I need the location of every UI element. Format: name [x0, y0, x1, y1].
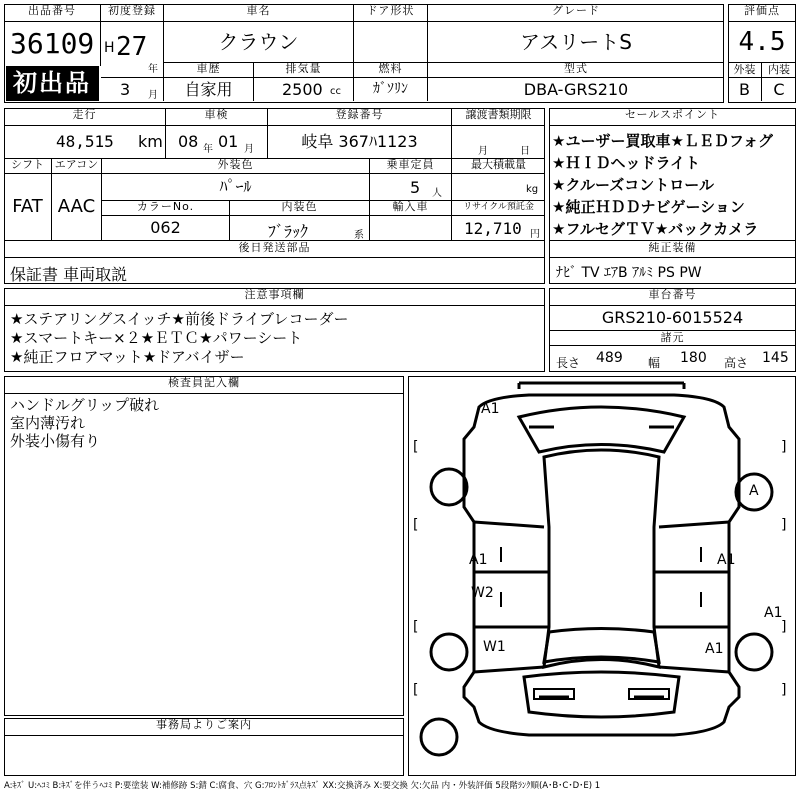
damage-mark-w1: W1 [483, 639, 506, 655]
inspection-header: 車検 [166, 108, 268, 126]
grade-value: アスリートS [520, 30, 632, 54]
height-value: 145 [762, 350, 789, 366]
office-header: 事務局よりご案内 [4, 718, 404, 736]
displacement-unit: cc [330, 86, 341, 97]
sales-point-line: ★ユーザー買取車★ＬＥＤフォグ [552, 132, 774, 150]
capacity-unit: 人 [432, 188, 442, 199]
bracket-close: ] [781, 619, 787, 635]
sales-point-line: ★ＨＩＤヘッドライト [552, 154, 700, 172]
inspection-month: 01 [218, 132, 239, 151]
door-value [354, 22, 428, 62]
int-score: C [773, 80, 785, 99]
exterior-color-header: 外装色 [102, 158, 370, 174]
height-label: 高さ [724, 356, 749, 370]
inspection-year: 08 [178, 132, 199, 151]
model-header: 型式 [428, 62, 724, 78]
interior-color-suffix: 系 [354, 230, 364, 241]
bracket-close: ] [781, 517, 787, 533]
bracket-open: [ [413, 682, 419, 698]
int-header: 内装 [762, 62, 796, 78]
chassis-value: GRS210-6015524 [601, 308, 744, 327]
ext-score: B [728, 78, 762, 101]
first-reg-year-unit: 年 [148, 64, 158, 75]
length-label: 長さ [556, 356, 581, 370]
model-value: DBA-GRS210 [523, 80, 629, 99]
transfer-month-unit: 月 [478, 146, 488, 157]
damage-mark-a1-right-rear: A1 [764, 605, 783, 621]
sales-points-header: セールスポイント [549, 108, 796, 126]
score-value: 4.5 [738, 27, 786, 57]
score-header: 評価点 [728, 4, 796, 22]
ext-header: 外装 [728, 62, 762, 78]
legend: A:ｷｽﾞ U:ﾍｺﾐ B:ｷｽﾞを伴うﾍｺﾐ P:要塗装 W:補修跡 S:錆 C:腐食、穴 G:ﾌﾛﾝﾄｶﾞﾗｽ点ｷｽﾞ XX:交換済み X:要交換 欠:欠品 内・外装評価 5段階ﾗﾝｸ順(A･B･C･D･E) 1 [4, 781, 601, 791]
shift-header: シフト [4, 158, 52, 174]
width-value: 180 [680, 350, 707, 366]
recycle-header: リサイクル預託金 [452, 200, 545, 216]
inspector-line: 室内薄汚れ [10, 414, 86, 432]
car-name: クラウン [164, 22, 354, 62]
max-load-header: 最大積載量 [452, 158, 545, 174]
first-reg-era: H [104, 40, 115, 56]
plate-value: 岐阜 367ﾊ1123 [268, 126, 452, 158]
interior-color-value: ﾌﾞﾗｯｸ [268, 222, 309, 241]
mileage-value: 48,515 [56, 132, 114, 151]
color-no-value: 062 [102, 216, 230, 240]
transfer-day-unit: 日 [520, 146, 530, 157]
displacement-header: 排気量 [254, 62, 354, 78]
length-value: 489 [596, 350, 623, 366]
width-label: 幅 [648, 356, 661, 370]
first-reg-year: 27 [116, 32, 148, 62]
car-outline-diagram [409, 377, 794, 774]
later-parts-value: 保証書 車両取説 [10, 265, 128, 284]
first-reg-month-row [101, 77, 164, 78]
damage-mark-a1-right-front: A1 [717, 552, 736, 568]
capacity-value: 5 [410, 178, 421, 197]
color-no-header: カラーNo. [102, 200, 230, 216]
first-reg-month: 3 [120, 80, 131, 99]
displacement-border [254, 78, 354, 101]
mileage-header: 走行 [4, 108, 166, 126]
inspector-header: 検査員記入欄 [4, 376, 404, 394]
dims-header: 諸元 [549, 330, 796, 346]
exterior-color-value: ﾊﾟｰﾙ [102, 174, 370, 200]
aircon-header: エアコン [52, 158, 102, 174]
max-load-unit: kg [526, 184, 539, 195]
inspector-line: ハンドルグリップ破れ [10, 396, 160, 414]
shift-value: FAT [4, 174, 52, 240]
history-header: 車歴 [164, 62, 254, 78]
note-line: ★スマートキー×２★ＥＴＣ★パワーシート [10, 329, 303, 347]
bracket-open: [ [413, 619, 419, 635]
sales-point-line: ★フルセグＴＶ★バックカメラ [552, 220, 759, 238]
plate-header: 登録番号 [268, 108, 452, 126]
inspection-year-unit: 年 [203, 144, 213, 155]
displacement-value: 2500 [282, 80, 323, 99]
recycle-value: 12,710 [464, 219, 522, 238]
car-name-header: 車名 [164, 4, 354, 22]
history-value: 自家用 [164, 78, 254, 101]
inspector-line: 外装小傷有り [10, 432, 101, 450]
import-value [370, 216, 452, 240]
fuel-header: 燃料 [354, 62, 428, 78]
interior-color-header: 内装色 [230, 200, 370, 216]
lot-number: 36109 [4, 22, 101, 66]
chassis-header: 車台番号 [549, 288, 796, 306]
note-line: ★ステアリングスイッチ★前後ドライブレコーダー [10, 310, 349, 328]
damage-mark-a1-top: A1 [481, 401, 500, 417]
aircon-value: AAC [52, 174, 102, 240]
door-header: ドア形状 [354, 4, 428, 22]
mileage-unit: km [138, 132, 163, 151]
capacity-header: 乗車定員 [370, 158, 452, 174]
notes-header: 注意事項欄 [4, 288, 545, 306]
first-reg-header: 初度登録 [101, 4, 164, 22]
first-reg-month-unit: 月 [148, 90, 158, 101]
bracket-close: ] [781, 439, 787, 455]
fuel-value: ｶﾞｿﾘﾝ [354, 78, 428, 101]
bracket-open: [ [413, 517, 419, 533]
later-parts-header: 後日発送部品 [4, 240, 545, 258]
recycle-unit: 円 [530, 229, 540, 240]
import-header: 輸入車 [370, 200, 452, 216]
damage-mark-w2: W2 [471, 585, 494, 601]
equipment-value: ﾅﾋﾞ TV ｴｱB ｱﾙﾐ PS PW [556, 265, 702, 281]
damage-mark-a1-left-front: A1 [469, 552, 488, 568]
sales-point-line: ★純正ＨＤＤナビゲーション [552, 198, 745, 216]
lot-header: 出品番号 [4, 4, 101, 22]
bracket-open: [ [413, 439, 419, 455]
bracket-close: ] [781, 682, 787, 698]
equipment-header: 純正装備 [549, 240, 796, 258]
car-diagram [408, 376, 796, 776]
transfer-header: 譲渡書類期限 [452, 108, 545, 126]
damage-mark-a-right: A [749, 483, 759, 499]
first-listing-badge: 初出品 [6, 66, 99, 101]
damage-mark-a1-right-lower: A1 [705, 641, 724, 657]
note-line: ★純正フロアマット★ドアバイザー [10, 348, 245, 366]
inspection-month-unit: 月 [244, 144, 254, 155]
sales-point-line: ★クルーズコントロール [552, 176, 714, 194]
grade-header: グレード [428, 4, 724, 22]
